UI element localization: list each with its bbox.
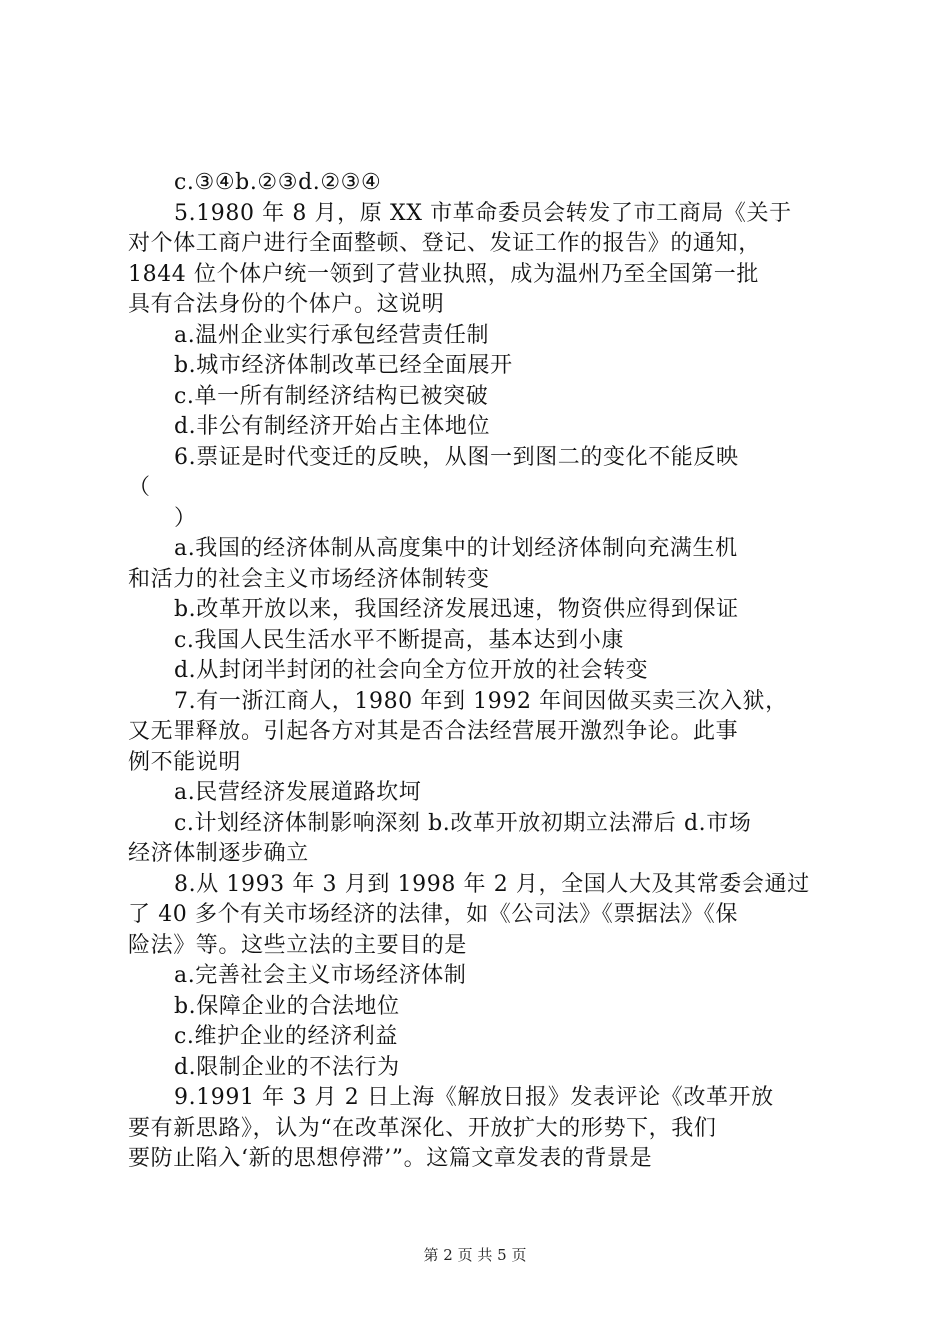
document-body xyxy=(128,168,838,1175)
text-line: d.限制企业的不法行为 xyxy=(174,1054,400,1080)
text-line: d.从封闭半封闭的社会向全方位开放的社会转变 xyxy=(174,658,649,683)
text-line: 具有合法身份的个体户。这说明 xyxy=(128,292,445,317)
text-line: ） xyxy=(174,505,197,531)
text-line: 8.从 1993 年 3 月到 1998 年 2 月，全国人大及其常委会通过 xyxy=(174,871,810,897)
text-line: 要有新思路》，认为“在改革深化、开放扩大的形势下，我们 xyxy=(128,1115,717,1141)
text-line: 6.票证是时代变迁的反映，从图一到图二的变化不能反映 xyxy=(174,444,739,470)
text-line: 7.有一浙江商人，1980 年到 1992 年间因做买卖三次入狱， xyxy=(174,688,788,714)
text-line: 1844 位个体户统一领到了营业执照，成为温州乃至全国第一批 xyxy=(128,261,759,287)
text-line: 5.1980 年 8 月，原 XX 市革命委员会转发了市工商局《关于 xyxy=(174,200,792,226)
text-line: 险法》等。这些立法的主要目的是 xyxy=(128,932,468,958)
text-line: a.民营经济发展道路坎坷 xyxy=(174,780,422,805)
text-line: b.改革开放以来，我国经济发展迅速，物资供应得到保证 xyxy=(174,597,739,622)
text-line: 例不能说明 xyxy=(128,749,242,775)
text-line: 要防止陷入‘新的思想停滞’”。这篇文章发表的背景是 xyxy=(128,1146,653,1171)
text-line: 9.1991 年 3 月 2 日上海《解放日报》发表评论《改革开放 xyxy=(174,1085,774,1110)
text-line: c.单一所有制经济结构已被突破 xyxy=(174,383,489,409)
text-line: 经济体制逐步确立 xyxy=(128,841,309,866)
text-line: a.完善社会主义市场经济体制 xyxy=(174,963,467,988)
text-line: a.温州企业实行承包经营责任制 xyxy=(174,322,490,348)
text-line: b.保障企业的合法地位 xyxy=(174,993,400,1019)
text-line: d.非公有制经济开始占主体地位 xyxy=(174,414,491,439)
text-line: 和活力的社会主义市场经济体制转变 xyxy=(128,566,490,592)
text-line: c.维护企业的经济利益 xyxy=(174,1024,398,1049)
text-line: 了 40 多个有关市场经济的法律，如《公司法》《票据法》《保 xyxy=(128,902,738,927)
text-line: 又无罪释放。引起各方对其是否合法经营展开激烈争论。此事 xyxy=(128,719,739,744)
text-line: b.城市经济体制改革已经全面展开 xyxy=(174,353,513,378)
text-line: c.计划经济体制影响深刻 b.改革开放初期立法滞后 d.市场 xyxy=(174,810,752,836)
text-line: 对个体工商户进行全面整顿、登记、发证工作的报告》的通知， xyxy=(128,231,761,256)
text-line: c.我国人民生活水平不断提高，基本达到小康 xyxy=(174,627,624,653)
text-line: c.③④b.②③d.②③④ xyxy=(174,170,382,195)
text-line: a.我国的经济体制从高度集中的计划经济体制向充满生机 xyxy=(174,536,738,561)
text-line: （ xyxy=(128,475,151,500)
page-footer: 第 2 页 共 5 页 xyxy=(423,1246,527,1264)
